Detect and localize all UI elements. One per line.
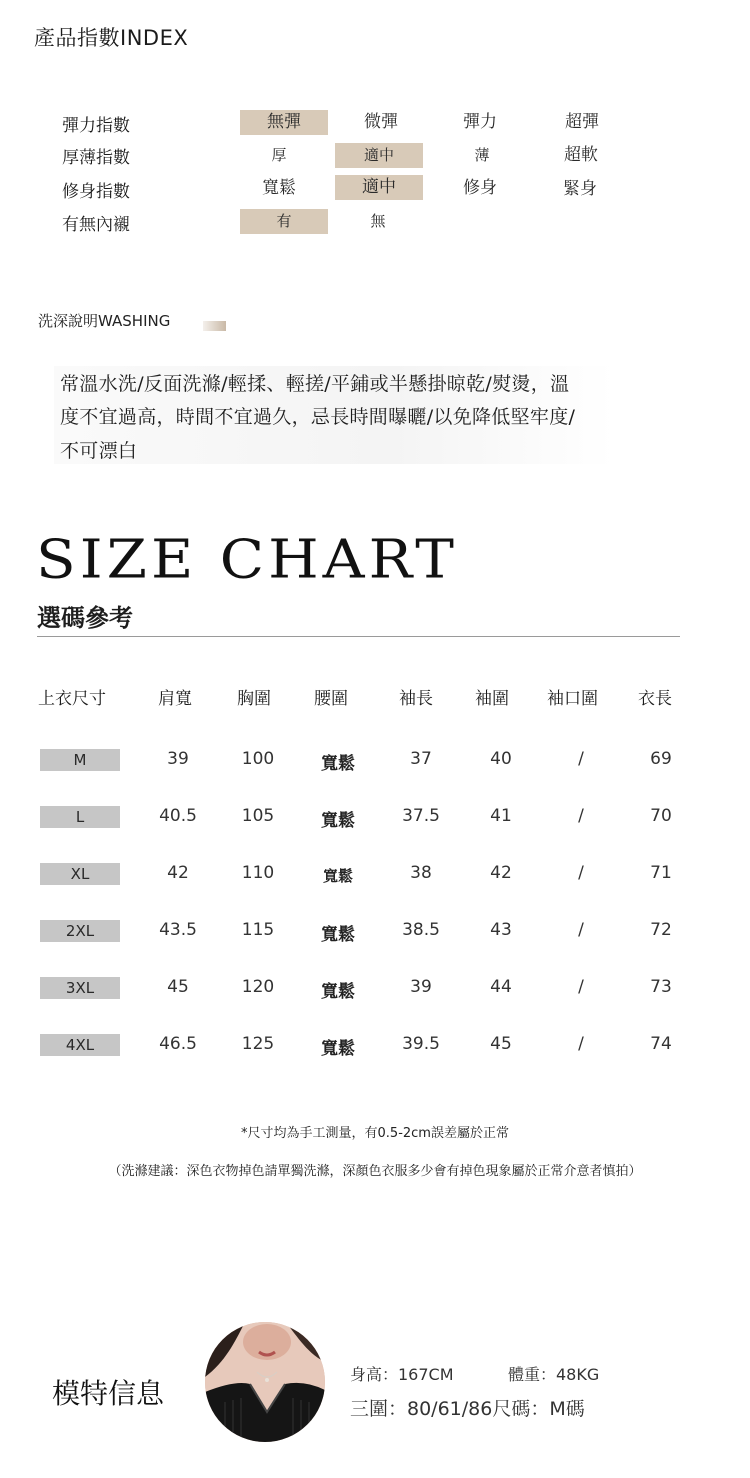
model-weight: 體重：48KG xyxy=(508,1365,600,1384)
table-header: 衣長 xyxy=(638,689,672,709)
table-cell: / xyxy=(578,806,584,826)
table-cell: 寬鬆 xyxy=(321,1039,355,1059)
table-cell: 46.5 xyxy=(159,1034,197,1054)
table-cell: 寬鬆 xyxy=(321,925,355,945)
table-cell: 100 xyxy=(241,749,275,769)
table-cell: 120 xyxy=(241,977,275,997)
table-cell: 37 xyxy=(410,749,432,769)
washing-line: 常溫水洗/反面洗滌/輕揉、輕搓/平鋪或半懸掛晾乾/熨燙，溫 xyxy=(60,373,570,395)
table-cell: 39.5 xyxy=(402,1034,440,1054)
table-cell: 74 xyxy=(650,1034,672,1054)
table-header: 腰圍 xyxy=(314,689,348,709)
table-cell: 125 xyxy=(241,1034,275,1054)
model-title: 模特信息 xyxy=(52,1377,165,1410)
size-tag: 3XL xyxy=(40,977,120,999)
table-cell: / xyxy=(578,749,584,769)
size-chart-title: SIZE CHART xyxy=(36,528,458,591)
size-chart-subtitle: 選碼參考 xyxy=(37,604,133,632)
table-cell: 115 xyxy=(241,920,275,940)
washing-line: 不可漂白 xyxy=(60,440,138,462)
table-cell: 38.5 xyxy=(402,920,440,940)
table-cell: 37.5 xyxy=(402,806,440,826)
table-cell: 71 xyxy=(650,863,672,883)
table-header: 袖圍 xyxy=(475,689,509,709)
index-label: 修身指數 xyxy=(62,182,130,202)
table-cell: 43.5 xyxy=(159,920,197,940)
washing-line: 度不宜過高，時間不宜過久，忌長時間曝曬/以免降低堅牢度/ xyxy=(60,406,576,428)
index-option: 超彈 xyxy=(565,112,599,132)
divider xyxy=(37,636,680,637)
table-header: 胸圍 xyxy=(237,689,271,709)
size-tag: 4XL xyxy=(40,1034,120,1056)
table-cell: 39 xyxy=(167,749,189,769)
index-option: 修身 xyxy=(463,178,497,198)
measure-note: *尺寸均為手工測量，有0.5-2cm誤差屬於正常 xyxy=(241,1126,509,1141)
size-tag: L xyxy=(40,806,120,828)
table-cell: 72 xyxy=(650,920,672,940)
washing-title: 洗深說明WASHING xyxy=(38,312,171,330)
index-option: 微彈 xyxy=(364,112,398,132)
table-cell: 45 xyxy=(490,1034,512,1054)
table-cell: 44 xyxy=(490,977,512,997)
index-option: 厚 xyxy=(271,146,287,164)
index-option: 寬鬆 xyxy=(262,178,296,198)
table-cell: 寬鬆 xyxy=(321,811,355,831)
table-header: 袖口圍 xyxy=(547,689,598,709)
table-header: 上衣尺寸 xyxy=(38,689,106,709)
wash-note: （洗滌建議：深色衣物掉色請單獨洗滌，深顏色衣服多少會有掉色現象屬於正常介意者慎拍） xyxy=(108,1164,642,1179)
table-cell: 43 xyxy=(490,920,512,940)
washing-accent-bar xyxy=(203,321,226,331)
table-cell: 42 xyxy=(490,863,512,883)
model-photo xyxy=(205,1322,325,1442)
index-option: 彈力 xyxy=(463,112,497,132)
page-title: 產品指數INDEX xyxy=(34,26,189,50)
size-tag: XL xyxy=(40,863,120,885)
index-label: 厚薄指數 xyxy=(62,148,130,168)
table-cell: / xyxy=(578,977,584,997)
table-cell: 40 xyxy=(490,749,512,769)
table-cell: 38 xyxy=(410,863,432,883)
index-label: 有無內襯 xyxy=(62,215,130,235)
model-height: 身高：167CM xyxy=(350,1365,454,1384)
table-cell: 寬鬆 xyxy=(321,754,355,774)
index-option: 無 xyxy=(370,212,386,230)
table-cell: 70 xyxy=(650,806,672,826)
table-cell: 40.5 xyxy=(159,806,197,826)
index-option: 緊身 xyxy=(563,179,597,199)
table-header: 肩寬 xyxy=(158,689,192,709)
table-cell: 110 xyxy=(241,863,275,883)
table-cell: / xyxy=(578,920,584,940)
size-tag: M xyxy=(40,749,120,771)
index-option-selected: 適中 xyxy=(335,143,423,168)
size-tag: 2XL xyxy=(40,920,120,942)
table-cell: / xyxy=(578,863,584,883)
index-option-selected: 適中 xyxy=(335,175,423,200)
index-option-selected: 有 xyxy=(240,209,328,234)
table-cell: 寬鬆 xyxy=(322,867,353,885)
table-cell: 41 xyxy=(490,806,512,826)
table-header: 袖長 xyxy=(399,689,433,709)
index-option: 薄 xyxy=(474,146,490,164)
model-measurements: 三圍：80/61/86尺碼：M碼 xyxy=(350,1398,585,1420)
table-cell: 69 xyxy=(650,749,672,769)
index-option: 超軟 xyxy=(564,145,598,165)
index-option-selected: 無彈 xyxy=(240,110,328,135)
table-cell: 42 xyxy=(167,863,189,883)
table-cell: 寬鬆 xyxy=(321,982,355,1002)
table-cell: / xyxy=(578,1034,584,1054)
table-cell: 73 xyxy=(650,977,672,997)
table-cell: 39 xyxy=(410,977,432,997)
table-cell: 45 xyxy=(167,977,189,997)
table-cell: 105 xyxy=(241,806,275,826)
index-label: 彈力指數 xyxy=(62,116,130,136)
